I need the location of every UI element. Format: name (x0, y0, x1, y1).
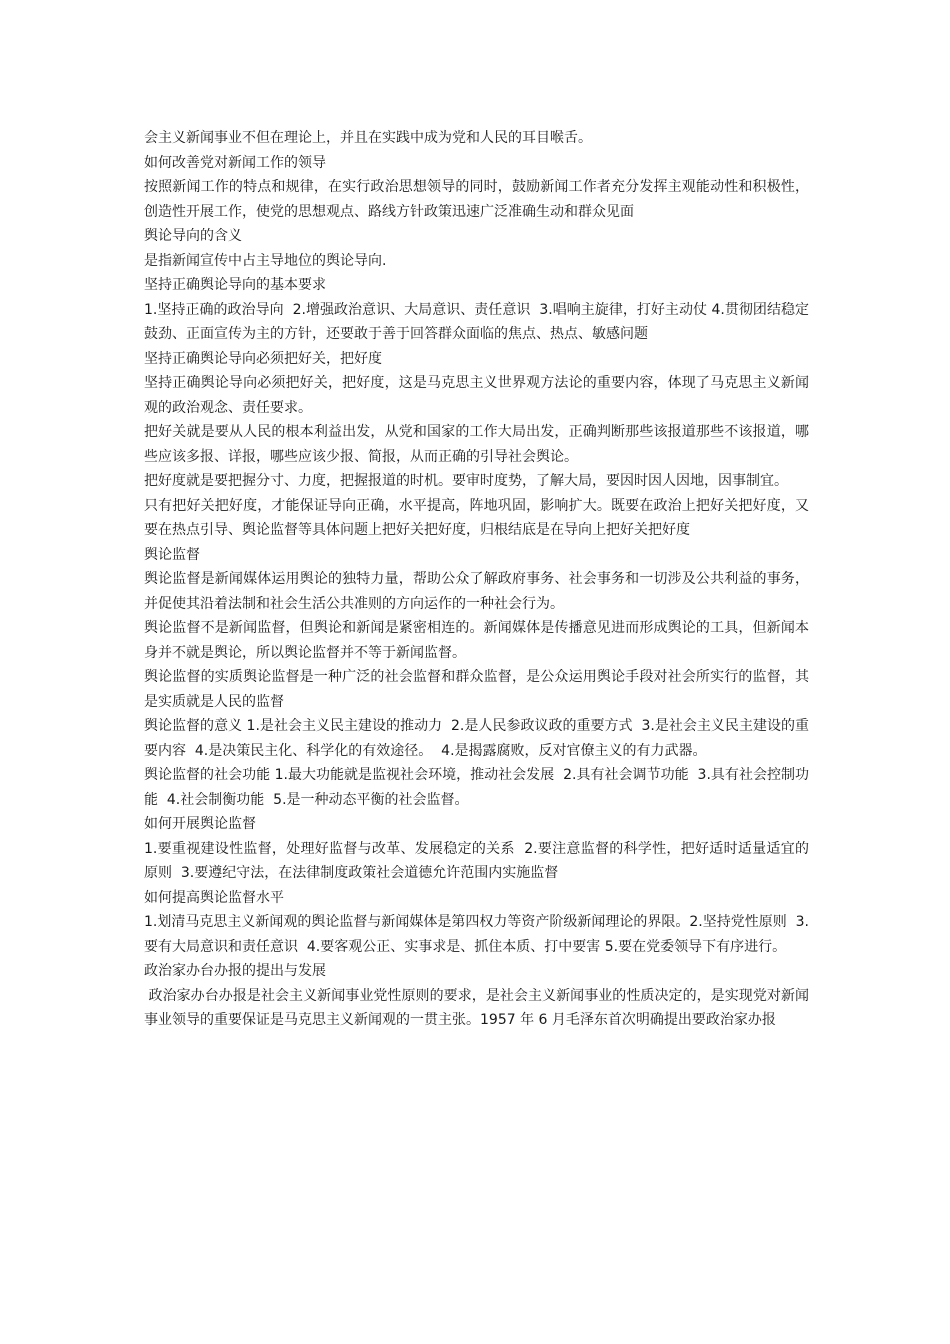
paragraph-control-gate-degree: 坚持正确舆论导向必须把好关，把好度，这是马克思主义世界观方法论的重要内容，体现了马克思主义新闻观的政治观念、责任要求。 (144, 375, 809, 416)
paragraph-opinion-guidance-meaning: 是指新闻宣传中占主导地位的舆论导向. (144, 252, 387, 269)
paragraph-control-gate: 把好关就是要从人民的根本利益出发，从党和国家的工作大局出发，正确判断那些该报道那些不该报道，哪些应该多报、详报，哪些应该少报、简报，从而正确的引导社会舆论。 (144, 424, 809, 465)
paragraph-intro-continuation: 会主义新闻事业不但在理论上，并且在实践中成为党和人民的耳目喉舌。 (144, 130, 592, 146)
paragraph-supervision-essence: 舆论监督的实质舆论监督是一种广泛的社会监督和群众监督，是公众运用舆论手段对社会所实行的监督，其是实质就是人民的监督 (144, 669, 809, 710)
paragraph-supervision-functions: 舆论监督的社会功能 1.最大功能就是监视社会环境，推动社会发展 2.具有社会调节功能 3.具有社会控制功能 4.社会制衡功能 5.是一种动态平衡的社会监督。 (144, 767, 809, 808)
heading-politician-run-media: 政治家办台办报的提出与发展 (144, 963, 326, 979)
heading-improve-party-leadership: 如何改善党对新闻工作的领导 (144, 154, 326, 171)
paragraph-supervision-definition: 舆论监督是新闻媒体运用舆论的独特力量，帮助公众了解政府事务、社会事务和一切涉及公共利益的事务，并促使其沿着法制和社会生活公共准则的方向运作的一种社会行为。 (144, 571, 809, 612)
heading-public-opinion-supervision: 舆论监督 (144, 546, 200, 563)
paragraph-basic-requirements: 1.坚持正确的政治导向 2.增强政治意识、大局意识、责任意识 3.唱响主旋律，打好主动仗 4.贯彻团结稳定鼓劲、正面宣传为主的方针，还要敢于善于回答群众面临的焦点、热点、敏感问题 (144, 301, 809, 342)
heading-how-to-conduct-supervision: 如何开展舆论监督 (144, 816, 256, 832)
paragraph-control-degree: 把好度就是要把握分寸、力度，把握报道的时机。要审时度势，了解大局，要因时因人因地，因事制宜。 (144, 473, 788, 489)
paragraph-supervision-significance: 舆论监督的意义 1.是社会主义民主建设的推动力 2.是人民参政议政的重要方式 3.是社会主义民主建设的重要内容 4.是决策民主化、科学化的有效途径。 4.是揭露腐败，反对官僚主义的有力武器。 (144, 718, 809, 759)
document-body (144, 126, 809, 1033)
paragraph-improve-party-leadership: 按照新闻工作的特点和规律，在实行政治思想领导的同时，鼓励新闻工作者充分发挥主观能动性和积极性，创造性开展工作，使党的思想观点、路线方针政策迅速广泛准确生动和群众见面 (144, 179, 809, 220)
heading-improve-supervision-level: 如何提高舆论监督水平 (144, 889, 284, 906)
paragraph-how-to-conduct-supervision: 1.要重视建设性监督，处理好监督与改革、发展稳定的关系 2.要注意监督的科学性，把好适时适量适宜的原则 3.要遵纪守法，在法律制度政策社会道德允许范围内实施监督 (144, 840, 809, 881)
heading-control-gate-degree: 坚持正确舆论导向必须把好关，把好度 (144, 350, 382, 367)
paragraph-gate-degree-summary: 只有把好关把好度，才能保证导向正确，水平提高，阵地巩固，影响扩大。既要在政治上把好关把好度，又要在热点引导、舆论监督等具体问题上把好关把好度，归根结底是在导向上把好关把好度 (144, 497, 809, 538)
paragraph-politician-run-media: 政治家办台办报是社会主义新闻事业党性原则的要求，是社会主义新闻事业的性质决定的，是实现党对新闻事业领导的重要保证是马克思主义新闻观的一贯主张。1957 年 6 月毛泽东首次明确提出要政治家办报 (144, 987, 810, 1028)
paragraph-supervision-vs-news: 舆论监督不是新闻监督，但舆论和新闻是紧密相连的。新闻媒体是传播意见进而形成舆论的工具，但新闻本身并不就是舆论，所以舆论监督并不等于新闻监督。 (144, 620, 809, 661)
paragraph-improve-supervision-level: 1.划清马克思主义新闻观的舆论监督与新闻媒体是第四权力等资产阶级新闻理论的界限。2.坚持党性原则 3.要有大局意识和责任意识 4.要客观公正、实事求是、抓住本质、打中要害 5.要在党委领导下有序进行。 (144, 914, 809, 955)
heading-opinion-guidance-meaning: 舆论导向的含义 (144, 228, 242, 244)
heading-basic-requirements: 坚持正确舆论导向的基本要求 (144, 277, 326, 293)
